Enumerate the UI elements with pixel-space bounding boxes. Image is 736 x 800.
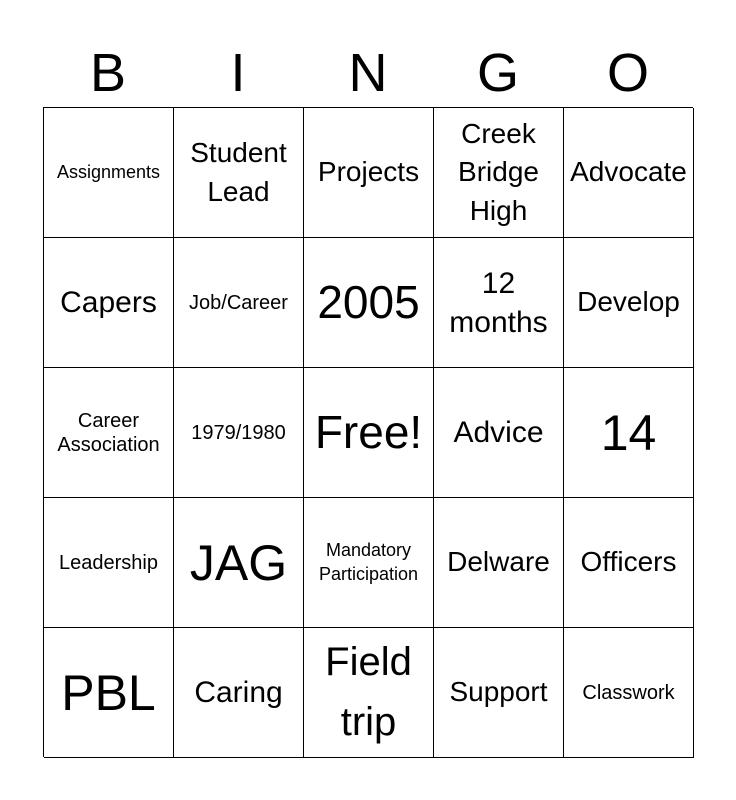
cell-text: Career Association	[57, 409, 160, 456]
bingo-cell[interactable]	[434, 628, 564, 758]
cell-text: Field trip	[325, 640, 412, 744]
bingo-cell[interactable]	[564, 238, 694, 368]
bingo-cell[interactable]	[304, 238, 434, 368]
cell-text: 14	[600, 404, 657, 461]
cell-text: Student Lead	[190, 136, 287, 207]
cell-text: Classwork	[582, 681, 675, 704]
header-letter-n: N	[348, 43, 388, 103]
cell-text: Assignments	[56, 161, 161, 182]
bingo-cell[interactable]	[304, 108, 434, 238]
bingo-cell[interactable]	[44, 498, 174, 628]
bingo-cell[interactable]	[434, 498, 564, 628]
header-letter-o: O	[606, 43, 649, 103]
header-letter-b: B	[89, 43, 127, 103]
header-letter-g: G	[476, 43, 519, 103]
bingo-cell[interactable]	[304, 498, 434, 628]
bingo-cell[interactable]	[564, 368, 694, 498]
bingo-cell[interactable]	[304, 628, 434, 758]
bingo-cell[interactable]	[434, 368, 564, 498]
bingo-cell[interactable]	[174, 628, 304, 758]
bingo-cell[interactable]	[434, 238, 564, 368]
cell-text: Advocate	[570, 156, 687, 188]
bingo-cell[interactable]	[564, 628, 694, 758]
cell-text: Projects	[317, 156, 420, 188]
bingo-cell[interactable]	[44, 628, 174, 758]
free-cell[interactable]	[304, 368, 434, 498]
cell-text: JAG	[189, 534, 288, 591]
bingo-cell[interactable]	[174, 368, 304, 498]
cell-text: Job/Career	[189, 291, 288, 314]
bingo-cell[interactable]	[564, 498, 694, 628]
cell-text: Develop	[577, 286, 680, 318]
free-space-text: Free!	[314, 405, 423, 458]
bingo-cell[interactable]	[44, 108, 174, 238]
bingo-cell[interactable]	[44, 238, 174, 368]
cell-text: 12 months	[449, 266, 548, 339]
bingo-cell[interactable]	[174, 108, 304, 238]
bingo-cell[interactable]	[174, 238, 304, 368]
bingo-header	[43, 40, 693, 106]
cell-text: Support	[449, 676, 548, 708]
cell-text: Advice	[453, 416, 544, 449]
cell-text: Officers	[580, 546, 677, 578]
cell-text: Capers	[60, 286, 157, 319]
header-letter-i: I	[230, 43, 246, 103]
cell-text: 1979/1980	[191, 421, 286, 444]
cell-text: Creek Bridge High	[458, 117, 539, 226]
bingo-board	[43, 107, 693, 757]
cell-text: 2005	[317, 275, 420, 328]
bingo-cell[interactable]	[174, 498, 304, 628]
bingo-cell[interactable]	[434, 108, 564, 238]
cell-text: Delware	[447, 546, 550, 578]
cell-text: Leadership	[59, 551, 158, 574]
bingo-cell[interactable]	[564, 108, 694, 238]
cell-text: Mandatory Participation	[318, 540, 419, 584]
bingo-cell[interactable]	[44, 368, 174, 498]
cell-text: PBL	[61, 664, 156, 721]
cell-text: Caring	[194, 676, 283, 709]
